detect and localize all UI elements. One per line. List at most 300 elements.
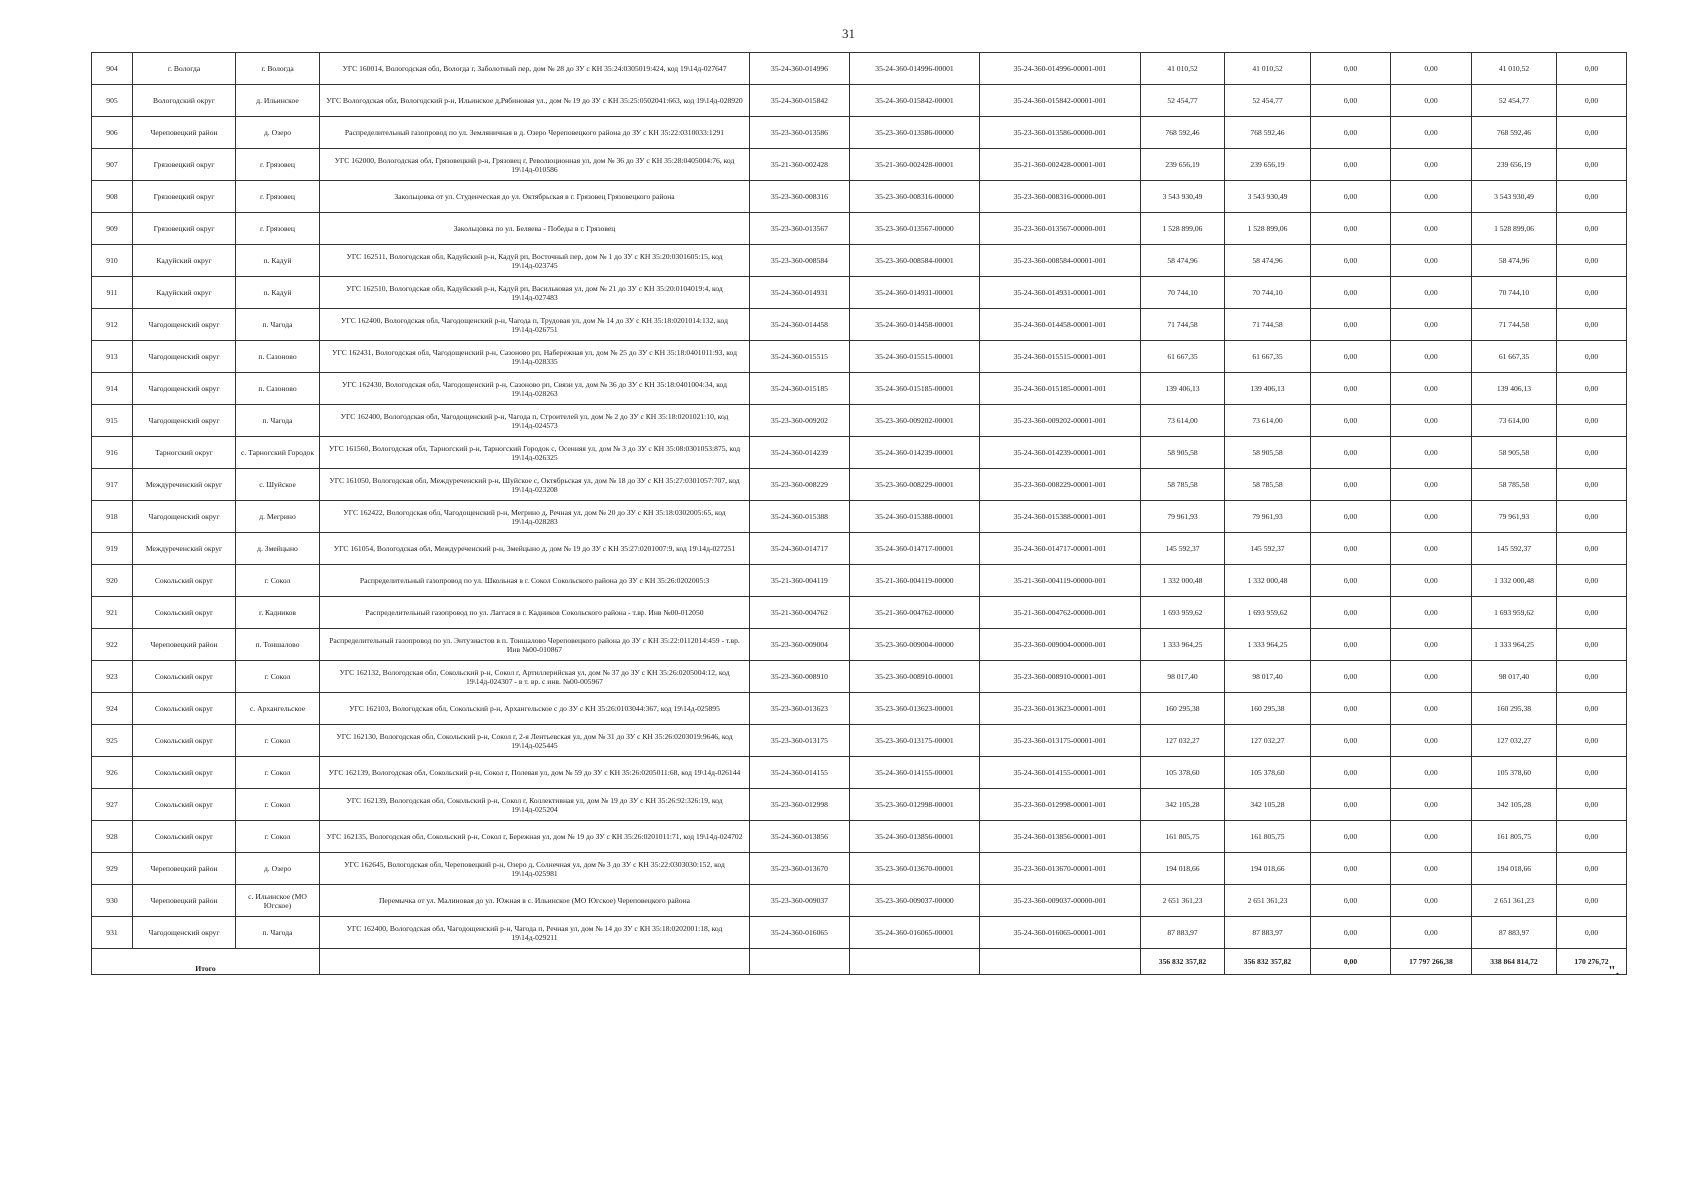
zero-cell: 0,00 (1311, 85, 1391, 117)
table-row (92, 917, 1627, 949)
amount-total-cell: 139 406,13 (1141, 373, 1225, 405)
amount-total-cell: 342 105,28 (1141, 789, 1225, 821)
row-number-cell: 918 (92, 501, 133, 533)
object-description-cell: УГС 162400, Вологодская обл, Чагодощенский р-н, Чагода п, Речная ул, дом № 14 до ЗУ с КН 35:18:0202001:18, код 19\14д-029211 (320, 917, 750, 949)
table-row (92, 885, 1627, 917)
row-number-cell: 927 (92, 789, 133, 821)
object-code-cell: 35-24-360-014931 (750, 277, 850, 309)
amount-total-cell: 2 651 361,23 (1141, 885, 1225, 917)
amount-cell: 160 295,38 (1225, 693, 1311, 725)
element-code-cell: 35-24-360-015185-00001-001 (980, 373, 1141, 405)
settlement-cell: д. Озеро (236, 853, 320, 885)
object-code-cell: 35-24-360-015185 (750, 373, 850, 405)
total-value-cell: 338 864 814,72 (1472, 949, 1557, 975)
adjustment-cell: 0,00 (1391, 181, 1472, 213)
amount-total-cell: 70 744,10 (1141, 277, 1225, 309)
municipality-cell: Грязовецкий округ (133, 149, 236, 181)
amount-final-cell: 145 592,37 (1472, 533, 1557, 565)
settlement-cell: с. Архангельское (236, 693, 320, 725)
municipality-cell: Сокольский округ (133, 821, 236, 853)
row-number-cell: 920 (92, 565, 133, 597)
row-number-cell: 922 (92, 629, 133, 661)
municipality-cell: Чагодощенский округ (133, 309, 236, 341)
adjustment-cell: 0,00 (1391, 341, 1472, 373)
balance-cell: 0,00 (1557, 565, 1627, 597)
amount-cell: 161 805,75 (1225, 821, 1311, 853)
object-description-cell: УГС 162135, Вологодская обл, Сокольский р-н, Сокол г, Бережная ул, дом № 19 до ЗУ с КН 35:26:0201011:71, код 19\14д-024702 (320, 821, 750, 853)
balance-cell: 0,00 (1557, 661, 1627, 693)
municipality-cell: Череповецкий район (133, 629, 236, 661)
municipality-cell: Междуреченский округ (133, 533, 236, 565)
object-description-cell: Закольцовка по ул. Беляева - Победы в г. Грязовец (320, 213, 750, 245)
adjustment-cell: 0,00 (1391, 597, 1472, 629)
adjustment-cell: 0,00 (1391, 789, 1472, 821)
sub-object-code-cell: 35-24-360-014155-00001 (850, 757, 980, 789)
balance-cell: 0,00 (1557, 917, 1627, 949)
object-code-cell: 35-21-360-004762 (750, 597, 850, 629)
adjustment-cell: 0,00 (1391, 149, 1472, 181)
table-row (92, 629, 1627, 661)
zero-cell: 0,00 (1311, 501, 1391, 533)
amount-cell: 41 010,52 (1225, 53, 1311, 85)
amount-final-cell: 1 332 000,48 (1472, 565, 1557, 597)
element-code-cell: 35-23-360-013567-00000-001 (980, 213, 1141, 245)
adjustment-cell: 0,00 (1391, 213, 1472, 245)
adjustment-cell: 0,00 (1391, 85, 1472, 117)
adjustment-cell: 0,00 (1391, 629, 1472, 661)
balance-cell: 0,00 (1557, 181, 1627, 213)
adjustment-cell: 0,00 (1391, 373, 1472, 405)
adjustment-cell: 0,00 (1391, 245, 1472, 277)
sub-object-code-cell: 35-23-360-013175-00001 (850, 725, 980, 757)
object-code-cell: 35-24-360-015515 (750, 341, 850, 373)
amount-total-cell: 161 805,75 (1141, 821, 1225, 853)
total-value-cell: 0,00 (1311, 949, 1391, 975)
amount-total-cell: 52 454,77 (1141, 85, 1225, 117)
sub-object-code-cell: 35-23-360-012998-00001 (850, 789, 980, 821)
amount-cell: 1 693 959,62 (1225, 597, 1311, 629)
table-row (92, 533, 1627, 565)
settlement-cell: п. Сазоново (236, 373, 320, 405)
zero-cell: 0,00 (1311, 693, 1391, 725)
municipality-cell: Тарногский округ (133, 437, 236, 469)
total-value-cell: 170 276,72 (1557, 949, 1627, 975)
amount-cell: 1 333 964,25 (1225, 629, 1311, 661)
amount-cell: 70 744,10 (1225, 277, 1311, 309)
table-row (92, 725, 1627, 757)
object-description-cell: УГС 162430, Вологодская обл, Чагодощенский р-н, Сазоново рп, Связи ул, дом № 36 до ЗУ с КН 35:18:0401004:34, код 19\14д-028263 (320, 373, 750, 405)
table-row (92, 85, 1627, 117)
adjustment-cell: 0,00 (1391, 533, 1472, 565)
amount-final-cell: 71 744,58 (1472, 309, 1557, 341)
balance-cell: 0,00 (1557, 725, 1627, 757)
amount-cell: 342 105,28 (1225, 789, 1311, 821)
amount-total-cell: 1 332 000,48 (1141, 565, 1225, 597)
zero-cell: 0,00 (1311, 373, 1391, 405)
adjustment-cell: 0,00 (1391, 917, 1472, 949)
zero-cell: 0,00 (1311, 53, 1391, 85)
zero-cell: 0,00 (1311, 565, 1391, 597)
sub-object-code-cell: 35-24-360-016065-00001 (850, 917, 980, 949)
balance-cell: 0,00 (1557, 309, 1627, 341)
amount-total-cell: 1 693 959,62 (1141, 597, 1225, 629)
object-description-cell: УГС 161560, Вологодская обл, Тарногский р-н, Тарногский Городок с, Осенняя ул, дом № 3 до ЗУ с КН 35:08:0301053:875, код 19\14д-026325 (320, 437, 750, 469)
object-code-cell: 35-21-360-004119 (750, 565, 850, 597)
amount-final-cell: 52 454,77 (1472, 85, 1557, 117)
balance-cell: 0,00 (1557, 373, 1627, 405)
zero-cell: 0,00 (1311, 213, 1391, 245)
zero-cell: 0,00 (1311, 597, 1391, 629)
settlement-cell: г. Грязовец (236, 149, 320, 181)
sub-object-code-cell: 35-24-360-014239-00001 (850, 437, 980, 469)
sub-object-code-cell: 35-23-360-009037-00000 (850, 885, 980, 917)
municipality-cell: Чагодощенский округ (133, 405, 236, 437)
amount-total-cell: 1 333 964,25 (1141, 629, 1225, 661)
amount-cell: 139 406,13 (1225, 373, 1311, 405)
settlement-cell: п. Кадуй (236, 277, 320, 309)
table-row (92, 181, 1627, 213)
zero-cell: 0,00 (1311, 917, 1391, 949)
amount-final-cell: 58 474,96 (1472, 245, 1557, 277)
total-value-cell: 356 832 357,82 (1225, 949, 1311, 975)
object-description-cell: Распределительный газопровод по ул. Школьная в г. Сокол Сокольского района до ЗУ с КН 35:26:0202005:3 (320, 565, 750, 597)
municipality-cell: Череповецкий район (133, 885, 236, 917)
amount-final-cell: 239 656,19 (1472, 149, 1557, 181)
amount-cell: 105 378,60 (1225, 757, 1311, 789)
row-number-cell: 911 (92, 277, 133, 309)
zero-cell: 0,00 (1311, 533, 1391, 565)
object-code-cell: 35-23-360-008910 (750, 661, 850, 693)
sub-object-code-cell: 35-23-360-013586-00000 (850, 117, 980, 149)
municipality-cell: Сокольский округ (133, 661, 236, 693)
balance-cell: 0,00 (1557, 53, 1627, 85)
adjustment-cell: 0,00 (1391, 53, 1472, 85)
settlement-cell: с. Тарногский Городок (236, 437, 320, 469)
balance-cell: 0,00 (1557, 693, 1627, 725)
row-number-cell: 904 (92, 53, 133, 85)
settlement-cell: г. Вологда (236, 53, 320, 85)
zero-cell: 0,00 (1311, 277, 1391, 309)
row-number-cell: 907 (92, 149, 133, 181)
element-code-cell: 35-24-360-014931-00001-001 (980, 277, 1141, 309)
settlement-cell: г. Сокол (236, 757, 320, 789)
table-row (92, 245, 1627, 277)
row-number-cell: 923 (92, 661, 133, 693)
settlement-cell: с. Ильинское (МО Югское) (236, 885, 320, 917)
zero-cell: 0,00 (1311, 789, 1391, 821)
amount-cell: 98 017,40 (1225, 661, 1311, 693)
adjustment-cell: 0,00 (1391, 853, 1472, 885)
total-value-cell: 17 797 266,38 (1391, 949, 1472, 975)
adjustment-cell: 0,00 (1391, 821, 1472, 853)
row-number-cell: 930 (92, 885, 133, 917)
amount-total-cell: 79 961,93 (1141, 501, 1225, 533)
amount-total-cell: 58 905,58 (1141, 437, 1225, 469)
object-description-cell: УГС 162139, Вологодская обл, Сокольский р-н, Сокол г, Коллективная ул, дом № 19 до ЗУ с КН 35:26:92:326:19, код 19\14д-025204 (320, 789, 750, 821)
settlement-cell: п. Чагода (236, 309, 320, 341)
municipality-cell: г. Вологда (133, 53, 236, 85)
adjustment-cell: 0,00 (1391, 501, 1472, 533)
table-row (92, 469, 1627, 501)
balance-cell: 0,00 (1557, 469, 1627, 501)
settlement-cell: п. Чагода (236, 405, 320, 437)
sub-object-code-cell: 35-23-360-009202-00001 (850, 405, 980, 437)
amount-final-cell: 768 592,46 (1472, 117, 1557, 149)
row-number-cell: 909 (92, 213, 133, 245)
table-row (92, 213, 1627, 245)
sub-object-code-cell: 35-23-360-013567-00000 (850, 213, 980, 245)
municipality-cell: Сокольский округ (133, 725, 236, 757)
object-code-cell: 35-23-360-008316 (750, 181, 850, 213)
amount-cell: 239 656,19 (1225, 149, 1311, 181)
sub-object-code-cell: 35-24-360-014458-00001 (850, 309, 980, 341)
object-description-cell: УГС 162400, Вологодская обл, Чагодощенский р-н, Чагода п, Строителей ул, дом № 2 до ЗУ с КН 35:18:0201021:10, код 19\14д-024573 (320, 405, 750, 437)
amount-total-cell: 61 667,35 (1141, 341, 1225, 373)
settlement-cell: п. Сазоново (236, 341, 320, 373)
table-row (92, 309, 1627, 341)
amount-final-cell: 73 614,00 (1472, 405, 1557, 437)
sub-object-code-cell: 35-23-360-008229-00001 (850, 469, 980, 501)
object-description-cell: Распределительный газопровод по ул. Лаггася в г. Кадников Сокольского района - т.вр. Инв №00-012050 (320, 597, 750, 629)
row-number-cell: 925 (92, 725, 133, 757)
object-description-cell: Распределительный газопровод по ул. Земляничная в д. Озеро Череповецкого района до ЗУ с КН 35:22:0310033:1291 (320, 117, 750, 149)
amount-cell: 58 905,58 (1225, 437, 1311, 469)
object-description-cell: УГС 161050, Вологодская обл, Междуреченский р-н, Шуйское с, Октябрьская ул, дом № 18 до ЗУ с КН 35:27:0301057:707, код 19\14д-023208 (320, 469, 750, 501)
settlement-cell: г. Кадников (236, 597, 320, 629)
total-row (92, 949, 1627, 975)
amount-final-cell: 79 961,93 (1472, 501, 1557, 533)
amount-total-cell: 58 474,96 (1141, 245, 1225, 277)
object-description-cell: УГС 162400, Вологодская обл, Чагодощенский р-н, Чагода п, Трудовая ул, дом № 14 до ЗУ с КН 35:18:0201014:132, код 19\14д-026751 (320, 309, 750, 341)
object-code-cell: 35-24-360-014155 (750, 757, 850, 789)
balance-cell: 0,00 (1557, 149, 1627, 181)
amount-total-cell: 41 010,52 (1141, 53, 1225, 85)
object-description-cell: Перемычка от ул. Малиновая до ул. Южная в с. Ильинское (МО Югское) Череповецкого района (320, 885, 750, 917)
amount-total-cell: 71 744,58 (1141, 309, 1225, 341)
amount-final-cell: 105 378,60 (1472, 757, 1557, 789)
amount-total-cell: 87 883,97 (1141, 917, 1225, 949)
balance-cell: 0,00 (1557, 885, 1627, 917)
amount-total-cell: 768 592,46 (1141, 117, 1225, 149)
object-code-cell: 35-24-360-014717 (750, 533, 850, 565)
object-code-cell: 35-23-360-013567 (750, 213, 850, 245)
municipality-cell: Сокольский округ (133, 597, 236, 629)
amount-total-cell: 98 017,40 (1141, 661, 1225, 693)
object-description-cell: УГС Вологодская обл, Вологодский р-н, Ильинское д,Рябиновая ул., дом № 19 до ЗУ с КН 35:25:0502041:663, код 19\14д-028920 (320, 85, 750, 117)
table-row (92, 597, 1627, 629)
balance-cell: 0,00 (1557, 757, 1627, 789)
sub-object-code-cell: 35-24-360-014931-00001 (850, 277, 980, 309)
sub-object-code-cell: 35-23-360-008316-00000 (850, 181, 980, 213)
amount-total-cell: 58 785,58 (1141, 469, 1225, 501)
balance-cell: 0,00 (1557, 597, 1627, 629)
zero-cell: 0,00 (1311, 757, 1391, 789)
zero-cell: 0,00 (1311, 341, 1391, 373)
object-code-cell: 35-24-360-014458 (750, 309, 850, 341)
object-description-cell: УГС 162000, Вологодская обл, Грязовецкий р-н, Грязовец г, Революционная ул, дом № 36 до ЗУ с КН 35:28:0405004:76, код 19\14д-010586 (320, 149, 750, 181)
adjustment-cell: 0,00 (1391, 565, 1472, 597)
object-code-cell: 35-23-360-008584 (750, 245, 850, 277)
balance-cell: 0,00 (1557, 245, 1627, 277)
element-code-cell: 35-24-360-013856-00001-001 (980, 821, 1141, 853)
settlement-cell: п. Тоншалово (236, 629, 320, 661)
object-code-cell: 35-23-360-009037 (750, 885, 850, 917)
amount-final-cell: 161 805,75 (1472, 821, 1557, 853)
table-row (92, 373, 1627, 405)
object-description-cell: УГС 162103, Вологодская обл, Сокольский р-н, Архангельское с до ЗУ с КН 35:26:0103044:367, код 19\14д-025895 (320, 693, 750, 725)
amount-cell: 127 032,27 (1225, 725, 1311, 757)
adjustment-cell: 0,00 (1391, 725, 1472, 757)
table-row (92, 149, 1627, 181)
amount-cell: 1 332 000,48 (1225, 565, 1311, 597)
amount-cell: 2 651 361,23 (1225, 885, 1311, 917)
object-code-cell: 35-23-360-012998 (750, 789, 850, 821)
object-code-cell: 35-24-360-016065 (750, 917, 850, 949)
balance-cell: 0,00 (1557, 213, 1627, 245)
object-description-cell: УГС 162422, Вологодская обл, Чагодощенский р-н, Мегрино д, Речная ул, дом № 20 до ЗУ с КН 35:18:0302005:65, код 19\14д-028283 (320, 501, 750, 533)
amount-cell: 61 667,35 (1225, 341, 1311, 373)
object-description-cell: УГС 162510, Вологодская обл, Кадуйский р-н, Кадуй рп, Васильковая ул, дом № 21 до ЗУ с КН 35:20:0104019:4, код 19\14д-027483 (320, 277, 750, 309)
municipality-cell: Сокольский округ (133, 757, 236, 789)
amount-cell: 768 592,46 (1225, 117, 1311, 149)
settlement-cell: г. Сокол (236, 821, 320, 853)
object-description-cell: УГС 162511, Вологодская обл, Кадуйский р-н, Кадуй рп, Восточный пер, дом № 1 до ЗУ с КН 35:20:0301605:15, код 19\14д-023745 (320, 245, 750, 277)
object-description-cell: УГС 162645, Вологодская обл, Череповецкий р-н, Озеро д, Солнечная ул, дом № 3 до ЗУ с КН 35:22:0303030:152, код 19\14д-025981 (320, 853, 750, 885)
element-code-cell: 35-23-360-008229-00001-001 (980, 469, 1141, 501)
amount-cell: 3 543 930,49 (1225, 181, 1311, 213)
amount-final-cell: 87 883,97 (1472, 917, 1557, 949)
object-code-cell: 35-23-360-013623 (750, 693, 850, 725)
zero-cell: 0,00 (1311, 821, 1391, 853)
amount-total-cell: 127 032,27 (1141, 725, 1225, 757)
amount-cell: 73 614,00 (1225, 405, 1311, 437)
element-code-cell: 35-21-360-004119-00000-001 (980, 565, 1141, 597)
table-row (92, 693, 1627, 725)
object-code-cell: 35-24-360-013856 (750, 821, 850, 853)
element-code-cell: 35-24-360-016065-00001-001 (980, 917, 1141, 949)
balance-cell: 0,00 (1557, 629, 1627, 661)
empty-cell (980, 949, 1141, 975)
amount-total-cell: 145 592,37 (1141, 533, 1225, 565)
element-code-cell: 35-24-360-015388-00001-001 (980, 501, 1141, 533)
balance-cell: 0,00 (1557, 789, 1627, 821)
empty-cell (750, 949, 850, 975)
balance-cell: 0,00 (1557, 437, 1627, 469)
table-row (92, 757, 1627, 789)
sub-object-code-cell: 35-24-360-015842-00001 (850, 85, 980, 117)
balance-cell: 0,00 (1557, 117, 1627, 149)
settlement-cell: п. Кадуй (236, 245, 320, 277)
adjustment-cell: 0,00 (1391, 437, 1472, 469)
table-row (92, 405, 1627, 437)
object-description-cell: УГС 161054, Вологодская обл, Междуреченский р-н, Змейцыно д, дом № 19 до ЗУ с КН 35:27:0201007:9, код 19\14д-027251 (320, 533, 750, 565)
table-row (92, 53, 1627, 85)
sub-object-code-cell: 35-23-360-008910-00001 (850, 661, 980, 693)
zero-cell: 0,00 (1311, 437, 1391, 469)
zero-cell: 0,00 (1311, 181, 1391, 213)
zero-cell: 0,00 (1311, 117, 1391, 149)
zero-cell: 0,00 (1311, 405, 1391, 437)
sub-object-code-cell: 35-24-360-015185-00001 (850, 373, 980, 405)
amount-total-cell: 239 656,19 (1141, 149, 1225, 181)
adjustment-cell: 0,00 (1391, 117, 1472, 149)
element-code-cell: 35-23-360-009202-00001-001 (980, 405, 1141, 437)
table-row (92, 117, 1627, 149)
object-code-cell: 35-21-360-002428 (750, 149, 850, 181)
municipality-cell: Кадуйский округ (133, 245, 236, 277)
amount-final-cell: 1 333 964,25 (1472, 629, 1557, 661)
object-code-cell: 35-23-360-013586 (750, 117, 850, 149)
balance-cell: 0,00 (1557, 853, 1627, 885)
amount-total-cell: 160 295,38 (1141, 693, 1225, 725)
object-code-cell: 35-24-360-014996 (750, 53, 850, 85)
object-description-cell: Распределительный газопровод по ул. Энтузиастов в п. Тоншалово Череповецкого района до ЗУ с КН 35:22:0112014:459 - т.вр. Инв №00-010867 (320, 629, 750, 661)
object-code-cell: 35-24-360-014239 (750, 437, 850, 469)
sub-object-code-cell: 35-23-360-013623-00001 (850, 693, 980, 725)
adjustment-cell: 0,00 (1391, 661, 1472, 693)
registry-table (91, 52, 1627, 975)
empty-cell (320, 949, 750, 975)
amount-final-cell: 194 018,66 (1472, 853, 1557, 885)
amount-cell: 194 018,66 (1225, 853, 1311, 885)
adjustment-cell: 0,00 (1391, 469, 1472, 501)
zero-cell: 0,00 (1311, 149, 1391, 181)
balance-cell: 0,00 (1557, 501, 1627, 533)
adjustment-cell: 0,00 (1391, 885, 1472, 917)
sub-object-code-cell: 35-23-360-008584-00001 (850, 245, 980, 277)
object-description-cell: УГС 162132, Вологодская обл, Сокольский р-н, Сокол г, Артиллерийская ул, дом № 37 до ЗУ с КН 35:26:0205004:12, код 19\14д-024307 - в т. вр. с инв. №00-005967 (320, 661, 750, 693)
table-body (92, 53, 1627, 975)
amount-final-cell: 61 667,35 (1472, 341, 1557, 373)
element-code-cell: 35-23-360-008910-00001-001 (980, 661, 1141, 693)
element-code-cell: 35-23-360-013586-00000-001 (980, 117, 1141, 149)
settlement-cell: г. Сокол (236, 725, 320, 757)
zero-cell: 0,00 (1311, 885, 1391, 917)
balance-cell: 0,00 (1557, 405, 1627, 437)
amount-final-cell: 1 528 899,06 (1472, 213, 1557, 245)
sub-object-code-cell: 35-24-360-013856-00001 (850, 821, 980, 853)
adjustment-cell: 0,00 (1391, 277, 1472, 309)
row-number-cell: 915 (92, 405, 133, 437)
row-number-cell: 917 (92, 469, 133, 501)
row-number-cell: 931 (92, 917, 133, 949)
zero-cell: 0,00 (1311, 245, 1391, 277)
element-code-cell: 35-23-360-013670-00001-001 (980, 853, 1141, 885)
amount-final-cell: 58 785,58 (1472, 469, 1557, 501)
table-row (92, 821, 1627, 853)
municipality-cell: Грязовецкий округ (133, 213, 236, 245)
municipality-cell: Грязовецкий округ (133, 181, 236, 213)
row-number-cell: 928 (92, 821, 133, 853)
adjustment-cell: 0,00 (1391, 693, 1472, 725)
table-row (92, 565, 1627, 597)
element-code-cell: 35-21-360-004762-00000-001 (980, 597, 1141, 629)
amount-cell: 145 592,37 (1225, 533, 1311, 565)
amount-final-cell: 342 105,28 (1472, 789, 1557, 821)
settlement-cell: д. Мегрино (236, 501, 320, 533)
element-code-cell: 35-23-360-013623-00001-001 (980, 693, 1141, 725)
row-number-cell: 929 (92, 853, 133, 885)
total-label: Итого (92, 949, 320, 975)
municipality-cell: Чагодощенский округ (133, 341, 236, 373)
element-code-cell: 35-23-360-013175-00001-001 (980, 725, 1141, 757)
object-code-cell: 35-23-360-008229 (750, 469, 850, 501)
row-number-cell: 906 (92, 117, 133, 149)
table-row (92, 277, 1627, 309)
amount-final-cell: 70 744,10 (1472, 277, 1557, 309)
table-row (92, 501, 1627, 533)
municipality-cell: Сокольский округ (133, 565, 236, 597)
